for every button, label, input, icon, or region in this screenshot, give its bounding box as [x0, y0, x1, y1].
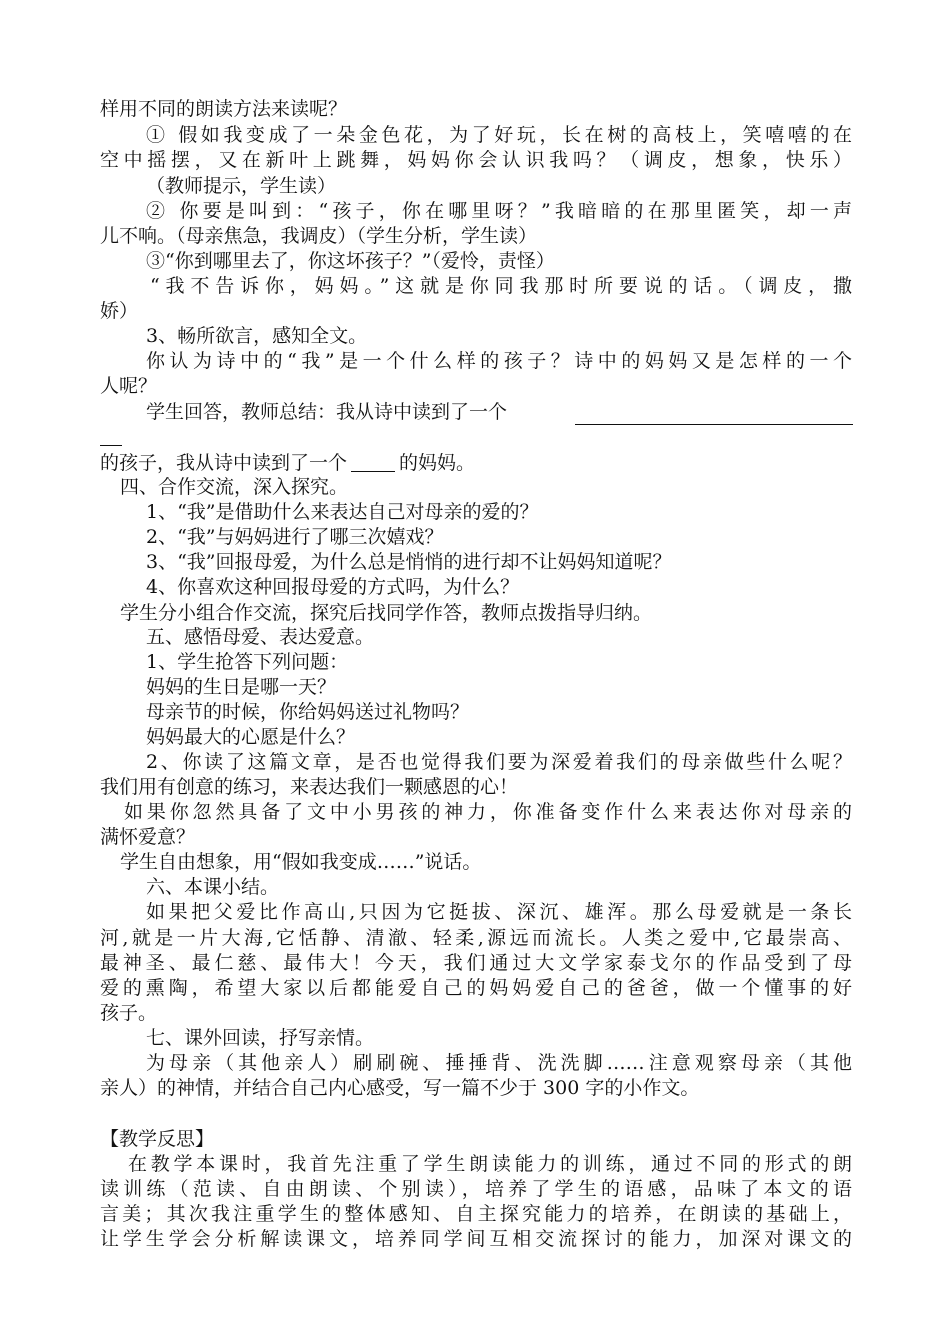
text-line: ① 假如我变成了一朵金色花，为了好玩，长在树的高枝上，笑嘻嘻的在 — [146, 124, 852, 146]
text-line: 样用不同的朗读方法来读呢？ — [100, 98, 348, 120]
text-line: 你认为诗中的“我”是一个什么样的孩子？诗中的妈妈又是怎样的一个 — [146, 350, 852, 372]
text-line: 五、感悟母爱、表达爱意。 — [146, 626, 375, 648]
text-line: 如果把父爱比作高山,只因为它挺拔、深沉、雄浑。那么母爱就是一条长 — [146, 901, 852, 923]
text-line: 言美；其次我注重学生的整体感知、自主探究能力的培养，在朗读的基础上， — [100, 1203, 852, 1225]
text-line: 让学生学会分析解读课文，培养同学间互相交流探讨的能力，加深对课文的 — [100, 1228, 852, 1250]
text-fragment: 的妈妈。 — [399, 452, 476, 474]
text-line: 读训练（范读、自由朗读、个别读），培养了学生的语感，品味了本文的语 — [100, 1178, 852, 1200]
text-line: 人呢？ — [100, 375, 158, 397]
text-line: 爱的熏陶，希望大家以后都能爱自己的妈妈爱自己的爸爸，做一个懂事的好 — [100, 977, 852, 999]
text-line: 学生分小组合作交流，探究后找同学作答，教师点拨指导归纳。 — [120, 602, 653, 624]
text-line: 3、畅所欲言，感知全文。 — [146, 325, 368, 347]
answer-blank — [351, 453, 395, 472]
text-line: 4、你喜欢这种回报母爱的方式吗，为什么？ — [146, 576, 520, 598]
text-line: 孩子。 — [100, 1002, 158, 1024]
text-fragment: 的孩子，我从诗中读到了一个 — [100, 452, 348, 474]
text-line: 1、“我”是借助什么来表达自己对母亲的爱的？ — [146, 501, 539, 523]
text-line: 娇） — [100, 300, 139, 322]
text-line: 河,就是一片大海,它恬静、清澈、轻柔,源远而流长。人类之爱中,它最崇高、 — [100, 927, 852, 949]
section-heading: 【教学反思】 — [100, 1128, 215, 1150]
text-line: 学生回答，教师总结：我从诗中读到了一个 — [146, 401, 508, 423]
text-line — [100, 450, 475, 476]
text-line: 2、“我”与妈妈进行了哪三次嬉戏？ — [146, 526, 444, 548]
answer-blank — [100, 445, 122, 446]
text-line: 1、学生抢答下列问题： — [146, 651, 349, 673]
text-line: 3、“我”回报母爱，为什么总是悄悄的进行却不让妈妈知道呢？ — [146, 551, 672, 573]
text-line: （教师提示，学生读） — [146, 175, 337, 197]
text-line: 亲人）的神情，并结合自己内心感受，写一篇不少于 300 字的小作文。 — [100, 1077, 700, 1099]
answer-blank — [575, 424, 853, 425]
text-line: 学生自由想象，用“假如我变成……”说话。 — [120, 851, 482, 873]
text-line: 妈妈的生日是哪一天？ — [146, 676, 337, 698]
text-line: 四、合作交流，深入探究。 — [120, 476, 349, 498]
text-line: ③“你到哪里去了，你这坏孩子？”（爱怜，责怪） — [146, 250, 555, 272]
text-line: 如果你忽然具备了文中小男孩的神力，你准备变作什么来表达你对母亲的 — [124, 801, 852, 823]
text-line: “我不告诉你，妈妈。”这就是你同我那时所要说的话。（调皮，撒 — [150, 275, 852, 297]
text-line: 在教学本课时，我首先注重了学生朗读能力的训练，通过不同的形式的朗 — [128, 1153, 852, 1175]
text-line: 六、本课小结。 — [146, 876, 280, 898]
text-line: 妈妈最大的心愿是什么？ — [146, 726, 356, 748]
text-line: 我们用有创意的练习，来表达我们一颗感恩的心！ — [100, 776, 519, 798]
text-line: ② 你要是叫到：“孩子，你在哪里呀？”我暗暗的在那里匿笑，却一声 — [146, 200, 852, 222]
text-line: 最神圣、最仁慈、最伟大！今天，我们通过大文学家泰戈尔的作品受到了母 — [100, 952, 852, 974]
text-line: 七、课外回读，抒写亲情。 — [146, 1027, 375, 1049]
text-line: 母亲节的时候，你给妈妈送过礼物吗？ — [146, 701, 470, 723]
text-line: 满怀爱意？ — [100, 826, 196, 848]
text-line: 儿不响。（母亲焦急，我调皮）（学生分析，学生读） — [100, 225, 538, 247]
text-line: 空中摇摆，又在新叶上跳舞，妈妈你会认识我吗？（调皮，想象，快乐） — [100, 149, 852, 171]
text-line: 为母亲（其他亲人）刷刷碗、捶捶背、洗洗脚……注意观察母亲（其他 — [146, 1052, 852, 1074]
text-line: 2、你读了这篇文章，是否也觉得我们要为深爱着我们的母亲做些什么呢？ — [146, 751, 852, 773]
